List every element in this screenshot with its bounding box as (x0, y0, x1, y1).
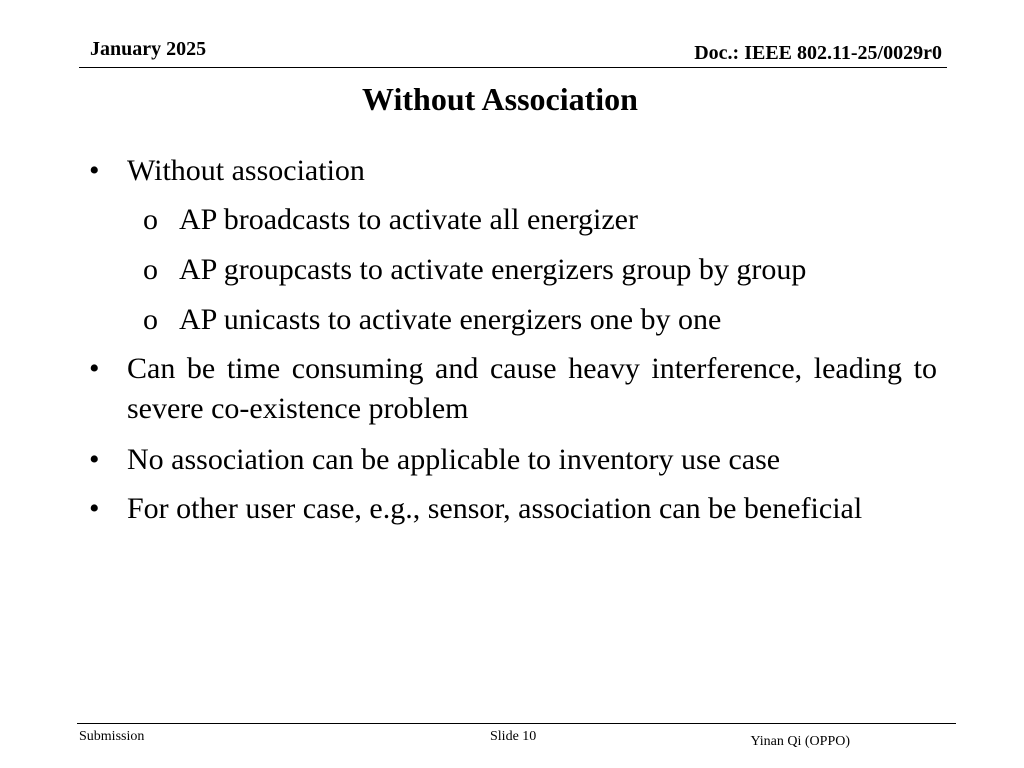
slide-number: Slide 10 (490, 729, 537, 744)
header-doc-id: Doc.: IEEE 802.11-25/0029r0 (694, 42, 942, 64)
bullet-item: • Can be time consuming and cause heavy interference, leading to severe co-existence problem (127, 349, 937, 429)
header-divider (79, 67, 947, 68)
bullet-item: • For other user case, e.g., sensor, association can be beneficial (127, 489, 937, 529)
footer-divider (77, 723, 956, 724)
bullet-item: • Without association (127, 151, 937, 191)
footer-author: Yinan Qi (OPPO) (750, 734, 850, 749)
bullet-item: • No association can be applicable to inventory use case (127, 440, 937, 480)
sub-bullet-item: o AP groupcasts to activate energizers group by group (179, 250, 939, 290)
sub-bullet-item: o AP broadcasts to activate all energizer (179, 200, 939, 240)
slide-title: Without Association (362, 81, 638, 117)
sub-bullet-item: o AP unicasts to activate energizers one by one (179, 300, 939, 340)
header-date: January 2025 (90, 38, 207, 60)
footer-submission: Submission (79, 729, 145, 744)
